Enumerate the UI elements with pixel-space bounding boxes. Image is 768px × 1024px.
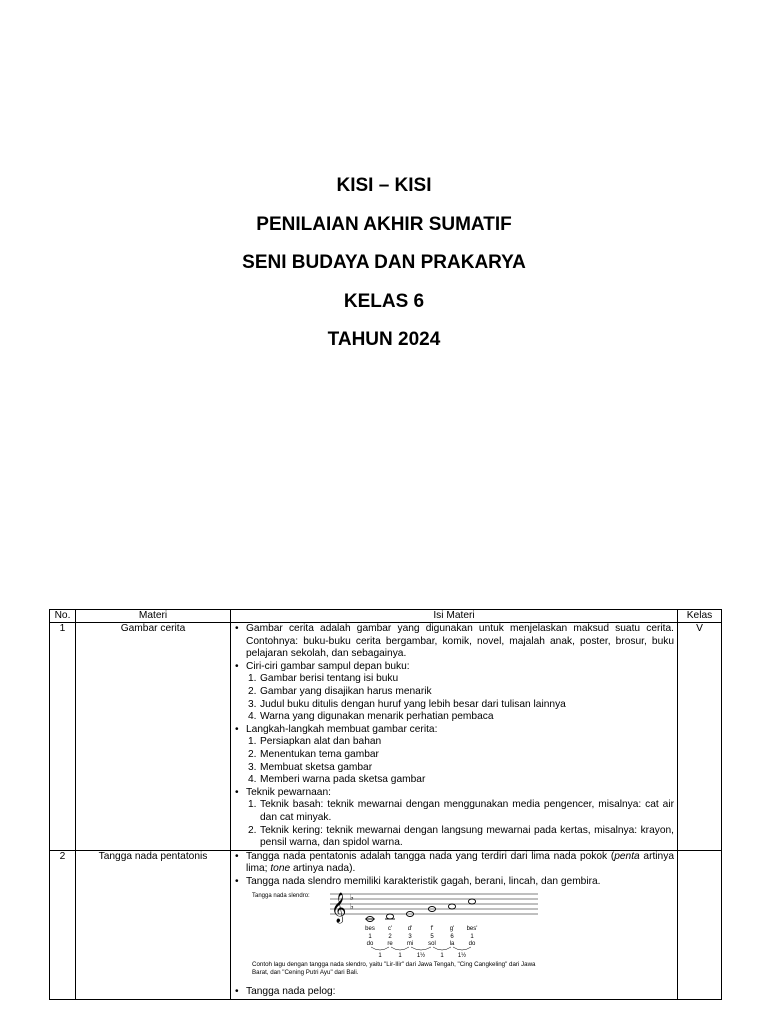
header-materi: Materi [76,610,231,623]
interval: 1½ [416,953,426,960]
note-number: 1 [470,934,474,941]
row1-kelas: V [678,623,722,851]
note-name: d' [407,926,413,933]
note-number: 1 [368,934,372,941]
note-g [448,904,455,909]
interval: 1 [398,953,402,960]
note-number: 3 [408,934,412,941]
list-item: 4. Memberi warna pada sketsa gambar [248,774,426,786]
list-item: 1. Gambar berisi tentang isi buku [248,673,399,685]
interval: 1 [378,953,382,960]
note-syllable: mi [406,941,414,948]
note-name: f' [430,926,434,933]
note-name: bes [365,926,375,933]
header-isi: Isi Materi [231,610,678,623]
table-header-row [50,610,722,623]
list-item: 3. Judul buku ditulis dengan huruf yang lebih besar dari tulisan lainnya [248,698,566,710]
title-line-4: KELAS 6 [343,290,425,312]
note-name: c' [387,926,393,933]
list-item: 2. Gambar yang disajikan harus menarik [248,685,432,697]
list-item: 3. Membuat sketsa gambar [248,761,373,773]
note-name: g' [449,926,455,933]
note-syllable: sol [428,941,436,948]
bullet-slendro: • Tangga nada slendro memiliki karakteristik gagah, berani, lincah, dan gembira. [234,876,674,889]
bullet-ciri: • Ciri-ciri gambar sampul depan buku: [234,661,674,674]
interval: 1 [440,953,444,960]
row1-no: 1 [50,623,76,851]
note-bes2 [468,899,475,904]
treble-clef-icon: 𝄞 [331,893,347,924]
note-number: 6 [450,934,454,941]
note-name: bes' [466,926,478,933]
note-syllable: do [366,941,374,948]
document-title [0,176,768,369]
list-item: 1. Persiapkan alat dan bahan [248,736,382,748]
note-syllable: la [449,941,455,948]
row2-isi [231,850,678,999]
bullet-teknik: • Teknik pewarnaan: [234,787,674,800]
flat-sign-icon: ♭ [350,902,354,912]
list-item: 4. Warna yang digunakan menarik perhatian pembaca [248,711,494,723]
title-line-1: KISI – KISI [336,175,432,196]
header-kelas: Kelas [678,610,722,623]
list-item: 2. Teknik kering: teknik mewarnai dengan langsung mewarnai pada kertas, misalnya: krayon, pensil warna, dan spidol warna. [248,824,674,849]
kisi-table [49,609,722,1000]
row2-no: 2 [50,850,76,999]
bullet-definition: • Gambar cerita adalah gambar yang digunakan untuk menjelaskan maksud suatu cerita. Contohnya: buku-buku cerita bergambar, komik, novel, majalah anak, poster, brosur, buku pelajaran sekolah, dan sebagainya. [234,623,674,661]
title-line-3: SENI BUDAYA DAN PRAKARYA [242,252,526,273]
list-item: 1. Teknik basah: teknik mewarnai dengan menggunakan media pengencer, misalnya: cat air dan cat minyak. [248,799,674,823]
note-number: 2 [388,934,392,941]
table-row [50,623,722,851]
row2-materi: Tangga nada pentatonis [76,850,231,999]
note-syllable: do [468,941,476,948]
bullet-langkah: • Langkah-langkah membuat gambar cerita: [234,724,674,737]
bullet-pelog: • Tangga nada pelog: [234,986,674,999]
bullet-pentatonis: • Tangga nada pentatonis adalah tangga nada yang terdiri dari lima nada pokok (penta artinya lima; tone artinya nada). [234,851,674,876]
fig-caption: Contoh lagu dengan tangga nada slendro, yaitu "Lir-Ilir" dari Jawa Tengah, "Cing Cangkeling" dari Jawa Barat, dan "Cening Putri Ayu" dari Bali. [252,961,536,977]
note-c [386,914,393,919]
note-syllable: re [387,941,393,948]
title-line-2: PENILAIAN AKHIR SUMATIF [256,213,512,235]
slendro-scale-figure [242,890,674,984]
row1-materi: Gambar cerita [76,623,231,851]
header-no: No. [50,610,76,623]
flat-sign-icon: ♭ [350,893,354,903]
title-line-5: TAHUN 2024 [327,329,441,350]
row2-kelas [678,850,722,999]
row1-isi [231,623,678,851]
table-row [50,850,722,999]
fig-label: Tangga nada slendro: [252,893,310,900]
list-item: 2. Menentukan tema gambar [248,748,379,760]
note-number: 5 [430,934,434,941]
interval: 1½ [457,953,467,960]
